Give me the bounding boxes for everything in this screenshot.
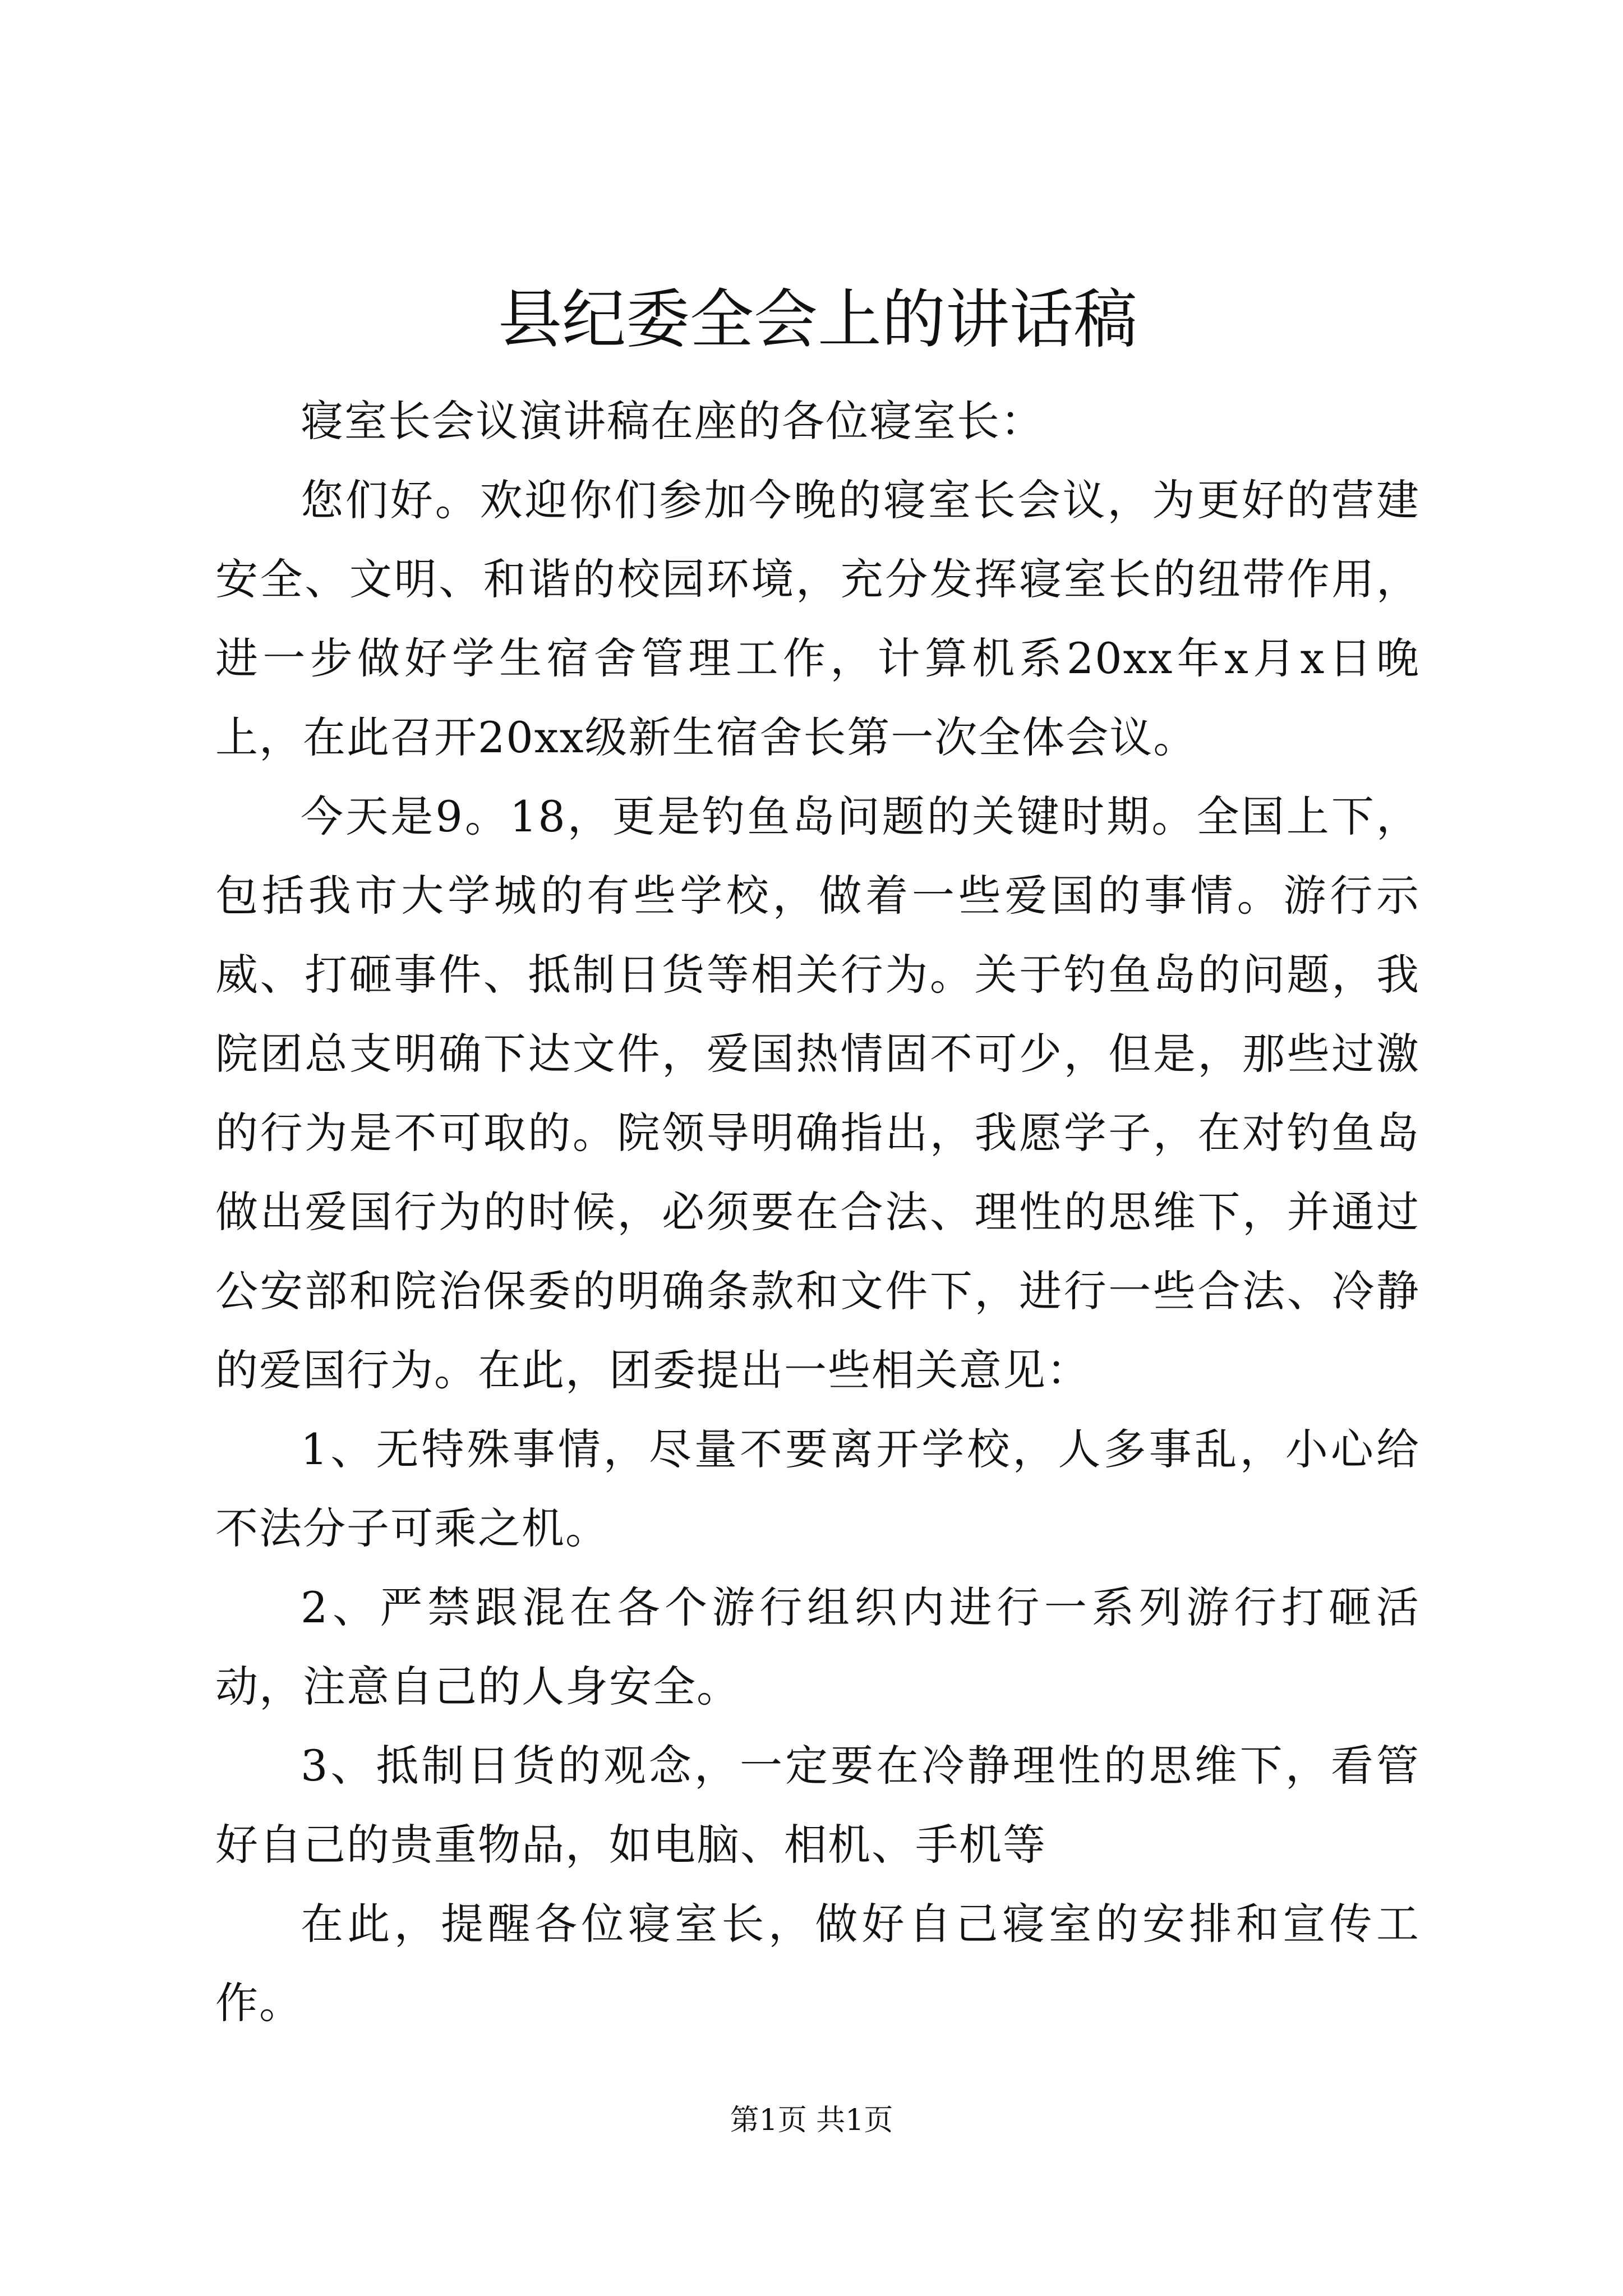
paragraph-item-3: 3、抵制日货的观念，一定要在冷静理性的思维下，看管好自己的贵重物品，如电脑、相机、手机等 (215, 1741, 1420, 1870)
page-footer: 第1页 共1页 (730, 2104, 893, 2137)
paragraph-item-1: 1、无特殊事情，尽量不要离开学校，人多事乱，小心给不法分子可乘之机。 (215, 1424, 1420, 1553)
paragraph-salutation: 寝室长会议演讲稿在座的各位寝室长： (301, 396, 1044, 446)
paragraph-welcome: 您们好。欢迎你们参加今晚的寝室长会议，为更好的营建安全、文明、和谐的校园环境，充分发挥寝室长的纽带作用，进一步做好学生宿舍管理工作，计算机系20xx年x月x日晚上，在此召开20xx级新生宿舍长第一次全体会议。 (215, 475, 1420, 762)
document-body (215, 280, 1420, 2042)
paragraph-context: 今天是9。18，更是钓鱼岛问题的关键时期。全国上下，包括我市大学城的有些学校，做着一些爱国的事情。游行示威、打砸事件、抵制日货等相关行为。关于钓鱼岛的问题，我院团总支明确下达文件，爱国热情固不可少，但是，那些过激的行为是不可取的。院领导明确指出，我愿学子，在对钓鱼岛做出爱国行为的时候，必须要在合法、理性的思维下，并通过公安部和院治保委的明确条款和文件下，进行一些合法、冷静的爱国行为。在此，团委提出一些相关意见： (215, 792, 1420, 1395)
paragraph-closing: 在此，提醒各位寝室长，做好自己寝室的安排和宣传工作。 (215, 1899, 1420, 2028)
paragraph-item-2: 2、严禁跟混在各个游行组织内进行一系列游行打砸活动，注意自己的人身安全。 (215, 1582, 1420, 1711)
document-title: 县纪委全会上的讲话稿 (497, 282, 1137, 357)
